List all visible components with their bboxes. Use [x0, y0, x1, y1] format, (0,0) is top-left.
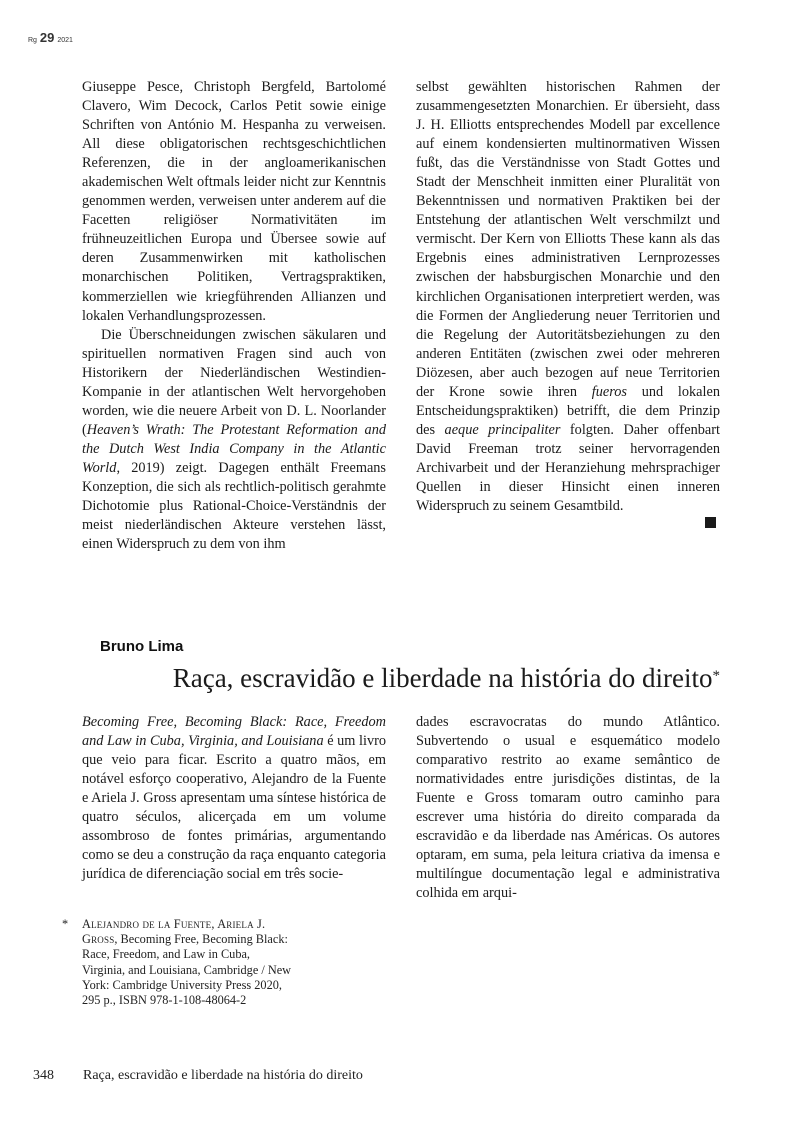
column-left-top: [82, 78, 386, 554]
footnote-details: , Becoming Free, Becoming Black: Race, Freedom, and Law in Cuba, Virginia, and Louisiana, Cambridge / New York: Cambridge University Press 2020, 295 p., ISBN 978-1-108-48064-2: [82, 932, 292, 1008]
end-of-article-square-icon: [705, 517, 716, 528]
page-footer: [33, 1068, 363, 1084]
column-right-top: [416, 78, 720, 516]
journal-header: [28, 30, 73, 45]
column-right-bottom: [416, 713, 720, 903]
footnote-marker: *: [62, 917, 69, 931]
paragraph: Giuseppe Pesce, Christoph Bergfeld, Bartolomé Clavero, Wim Decock, Carlos Petit sowie einige Schriften von António M. Hespanha zu verweisen. All diese obligatorischen rechtsgeschichtlichen Referenzen, die in der angloamerikanischen akademischen Welt oftmals leider nicht zur Kenntnis genommen werden, verweisen unter anderem auf die Facetten religiöser Normativitäten im frühneuzeitlichen Europa und Übersee sowie auf deren Zusammenwirken mit katholischen monarchischen Politiken, Vertragspraktiken, kommerziellen wie kriegführenden Allianzen und lokalen Verhandlungsprozessen.: [82, 79, 386, 324]
journal-abbrev: Rg: [28, 37, 37, 44]
review-title: Raça, escravidão e liberdade na história do direito*: [172, 663, 720, 693]
paragraph: dades escravocratas do mundo Atlântico. Subvertendo o usual e esquemático modelo comparativo restrito ao exame semântico de normatividades entre jurisdições distintas, de la Fuente e Gross tomaram outro caminho para escrever uma história do direito comparada da escravidão e da liberdade nas Américas. Os autores optaram, em suma, pela leitura criativa da imensa e multilíngue documentação legal e administrativa colhida em arqui-: [416, 714, 720, 902]
paragraph: Die Überschneidungen zwischen säkularen und spirituellen normativen Fragen sind auch von Historikern der Niederländischen Westindien-Kompanie in der atlantischen Welt hervorgehoben worden, wie die neuere Arbeit von D. L. Noorlander (Heaven’s Wrath: The Protestant Reformation and the Dutch West India Company in the Atlantic World, 2019) zeigt. Dagegen enthält Freemans Konzeption, die sich als rechtlich-politisch gerahmte Dichotomie plus Rational-Choice-Verständnis der meist niederländischen Akteure verstehen lässt, einen Widerspruch zu dem von ihm: [82, 326, 386, 553]
footnote-authors: Alejandro de la Fuente, Ariela J. Gross: [82, 917, 266, 947]
journal-volume: 29: [39, 30, 55, 45]
footnote-marker: *: [712, 668, 720, 684]
running-title: Raça, escravidão e liberdade na história do direito: [83, 1068, 363, 1083]
journal-year: 2021: [57, 37, 73, 44]
review-author: Bruno Lima: [100, 638, 184, 655]
paragraph: selbst gewählten historischen Rahmen der zusammengesetzten Monarchien. Er übersieht, dass J. H. Elliotts entsprechendes Modell par excellence auf einem kondensierten multinormativen Wissen fußt, das die Verständnisse von Stadt Gottes und Stadt der Menschheit inmitten einer Pluralität von Bekenntnissen und normativen Praktiken bei der Entstehung der atlantischen Welt verschmilzt und vermischt. Der Kern von Elliotts These kann als das Ergebnis eines administrativen Lernprozesses zwischen der habsburgischen Monarchie und den kirchlichen Organisationen interpretiert werden, was die Formen der Angliederung neuer Territorien und die Regelung der Autoritätsbeziehungen zu den anderen Entitäten (zwischen zwei oder mehreren Diözesen, aber auch bezogen auf neue Territorien der Krone sowie ihren fueros und lokalen Entscheidungspraktiken) betrifft, die dem Prinzip des aeque principaliter folgten. Daher offenbart David Freeman trotz seiner hervorragenden Archivarbeit und der Heranziehung mehrsprachiger Quellen in dieser Hinsicht einen inneren Widerspruch zu seinem Gesamtbild.: [416, 79, 720, 515]
paragraph: Becoming Free, Becoming Black: Race, Freedom and Law in Cuba, Virginia, and Louisiana é um livro que veio para ficar. Escrito a quatro mãos, em notável esforço cooperativo, Alejandro de la Fuente e Ariela J. Gross apresentam uma síntese histórica de quatro séculos, alicerçada em um volume assombroso de fontes primárias, argumentando como se deu a construção da raça enquanto categoria jurídica de diferenciação social em três socie-: [82, 714, 387, 883]
column-left-bottom: [82, 713, 386, 884]
footnote: [62, 917, 292, 1008]
page-number: 348: [33, 1068, 54, 1083]
